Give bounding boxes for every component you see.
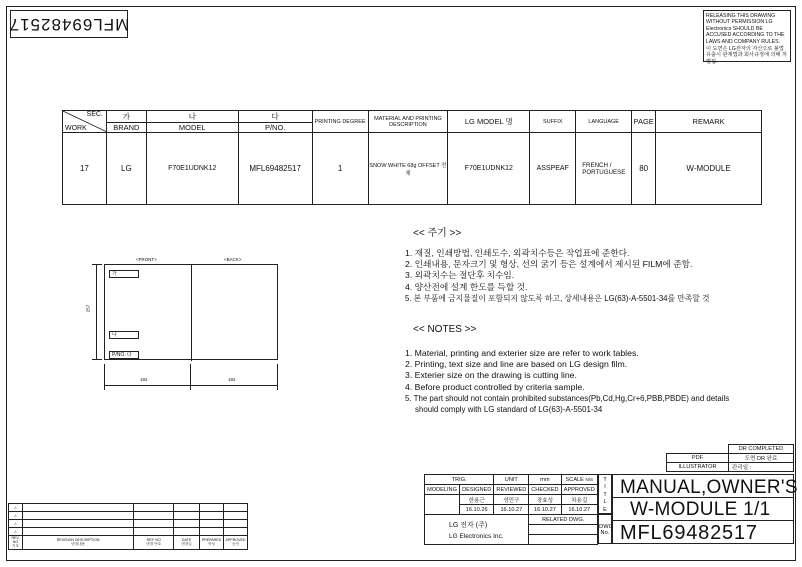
pdf-label: PDF (667, 454, 729, 463)
notes-ko-list (405, 248, 710, 304)
notes-en-item: 5. The part should not contain prohibited substances(Pb,Cd,Hg,Cr+6,PBB,PBDE) and details (405, 393, 730, 403)
drawing-subtitle: W-MODULE 1/1 (630, 499, 771, 520)
role-checked: CHECKED (529, 485, 561, 495)
rev-header: REF. NO (146, 538, 161, 542)
scale-value: N/S (585, 476, 593, 482)
cell-brand: LG (106, 133, 146, 205)
header-page: PAGE (632, 111, 656, 133)
unit-label: UNIT (494, 475, 529, 485)
rev-header: PREPARED (201, 538, 222, 542)
header-model: MODEL (146, 123, 238, 133)
dwg-no-label-1: DWG (599, 524, 613, 530)
header-na: 나 (146, 111, 238, 123)
rev-header-ko: 변경내용 (71, 542, 86, 546)
cell-lg-model: F70E1UDNK12 (448, 133, 530, 205)
cell-suffix: ASSPEAF (530, 133, 576, 205)
rev-header-ko: 기호 (12, 544, 19, 548)
rev-header-ko: 변경 번호 (146, 542, 162, 546)
width-dimension-line (104, 385, 278, 386)
notes-en-item: should comply with LG standard of LG(63)-A-5501-34 (415, 405, 603, 415)
title-letters (599, 475, 611, 514)
header-suffix: SUFFIX (530, 111, 576, 133)
width-dimension-tick-right (277, 364, 278, 390)
rev-mark: ⚠ (9, 528, 23, 536)
notes-ko-item: 1. 재질, 인쇄방법, 인쇄도수, 외곽치수등은 작업표에 준한다. (405, 248, 630, 258)
height-dimension-tick-bottom (92, 359, 102, 360)
title-letter: E (603, 506, 607, 513)
cell-printing-degree: 1 (312, 133, 368, 205)
notes-en-list (405, 348, 729, 415)
notes-en-item: 3. Exterier size on the drawing is cutting line. (405, 370, 577, 381)
dr-completed: DR COMPLETED (729, 445, 794, 454)
width-dimension-tick-left (104, 364, 105, 390)
rev-mark: ⚠ (9, 520, 23, 528)
notice-korean: 이 도면은 LG전자의 자산으로 불법 유출시 관계법과 회사규정에 의해 처벌됨. (706, 46, 787, 65)
cell-language-line2: PORTUGUESE (582, 168, 626, 176)
notes-en-item: 1. Material, printing and exterier size are refer to work tables. (405, 348, 639, 358)
back-label: <BACK> (224, 257, 242, 262)
spec-row (63, 133, 762, 205)
notes-ko-item: 3. 외곽치수는 절단후 치수임. (405, 270, 515, 281)
notes-en-title: << NOTES >> (413, 324, 477, 335)
rev-header-ko: 승인 (232, 542, 239, 546)
company-box (425, 515, 529, 545)
sign-date: 16.10.26 (460, 505, 494, 515)
drawing-number: MFL69482517 (620, 522, 758, 544)
width-left-label: 182 (140, 377, 148, 382)
notes-ko-item: 4. 양산전에 설계 한도를 득할 것. (405, 281, 528, 292)
notes-ko-item: 2. 인쇄내용, 문자크기 및 형상, 선의 굵기 등은 설계에서 제시된 FILM에 준함. (405, 259, 693, 270)
company-english: LG Electronics Inc. (449, 532, 504, 540)
title-letter: T (603, 477, 607, 483)
rev-header-ko: 변경일 (181, 542, 192, 546)
manager-ko: 관리일 : (729, 463, 794, 472)
revision-row (9, 520, 248, 528)
cell-remark: W-MODULE (656, 133, 762, 205)
header-material: MATERIAL AND PRINTING DESCRIPTION (368, 111, 448, 133)
signer-name: 장효성 (529, 495, 561, 505)
approval-status-box (666, 444, 794, 472)
revision-table (8, 503, 248, 550)
cell-language-line1: FRENCH / (582, 161, 612, 169)
sign-date: 16.10.27 (561, 505, 597, 515)
notes-ko-item: 5. 본 부품에 금지물질이 포함되지 않도록 하고, 상세내용은 LG(63)-A-5501-34를 만족할 것 (405, 293, 710, 303)
header-lg-model: LG MODEL 명 (448, 111, 530, 133)
rotated-document-code: MFL69482517 (10, 10, 128, 38)
title-letter: I (604, 484, 606, 491)
signer-name: 차용길 (561, 495, 597, 505)
sign-date: 16.10.27 (529, 505, 561, 515)
cell-model: F70E1UDNK12 (146, 133, 238, 205)
role-designed: DESIGNED (460, 485, 494, 495)
rev-mark: ⚠ (9, 504, 23, 512)
height-dimension-line (96, 264, 97, 360)
height-dimension-tick-top (92, 264, 102, 265)
cell-material: SNOW WHITE 68g OFFSET 전체 (368, 133, 448, 205)
unit-value: mm (529, 475, 561, 485)
related-dwg-label: RELATED DWG. (529, 515, 598, 525)
rev-header: REVISION DESCRIPTION (56, 538, 100, 542)
height-dimension-label: 257 (85, 304, 91, 313)
rev-header-ko: 작성 (208, 542, 215, 546)
header-brand: BRAND (106, 123, 146, 133)
corner-sec: SEC. (86, 111, 103, 118)
box-pno: P/NO. 다 (109, 351, 139, 359)
header-printing-degree: PRINTING DEGREE (312, 111, 368, 133)
rev-header: DATE (181, 538, 192, 542)
header-da: 다 (238, 111, 312, 123)
header-ga: 가 (106, 111, 146, 123)
signer-name: 한용근 (460, 495, 494, 505)
scale-label: SCALE (565, 476, 584, 483)
company-korean: LG 전자 (주) (449, 521, 488, 529)
rev-header: APPROVED (225, 538, 246, 542)
revision-row (9, 512, 248, 520)
signature-grid (424, 474, 598, 545)
title-letter: T (603, 491, 607, 498)
dwg-no-label (598, 514, 612, 544)
width-right-label: 182 (228, 377, 236, 382)
scale-box (561, 475, 597, 485)
notes-ko-title: << 주기 >> (413, 228, 462, 239)
cell-pno: MFL69482517 (238, 133, 312, 205)
signer-name: 성민구 (494, 495, 529, 505)
title-letter: L (603, 499, 607, 506)
sign-date: 16.10.27 (494, 505, 529, 515)
cell-work: 17 (63, 133, 107, 205)
trig-label: TRIG. (425, 475, 494, 485)
width-dimension-tick-mid (190, 364, 191, 390)
spec-table (62, 110, 762, 205)
fold-line (191, 265, 192, 361)
drawing-title: MANUAL,OWNER'S (620, 477, 798, 498)
illustrator-label: ILLUSTRATOR (667, 463, 729, 472)
box-ga: 가 (109, 270, 139, 278)
notice-english: RELEASING THIS DRAWING WITHOUT PERMISSION LG Electronics SHOULD BE ACCUSED ACCORDING TO THE LAWS AND COMPANY RULES. (706, 13, 785, 45)
notes-en-item: 2. Printing, text size and line are based on LG design film. (405, 359, 628, 370)
manual-sheet-outline (104, 264, 278, 360)
title-letters-box (598, 474, 612, 514)
rev-header: REV. NO (11, 536, 20, 544)
permission-notice (703, 10, 791, 65)
revision-header (9, 536, 248, 550)
dr-completed-ko: 도면 DR 완료 (729, 454, 794, 463)
box-na: 나 (109, 331, 139, 339)
revision-row (9, 528, 248, 536)
cell-language (576, 133, 632, 205)
header-remark: REMARK (656, 111, 762, 133)
notes-en-item: 4. Before product controlled by criteria sample. (405, 381, 585, 392)
front-label: <FRONT> (136, 257, 157, 262)
role-approved: APPROVED (561, 485, 597, 495)
rev-mark: ⚠ (9, 512, 23, 520)
cell-page: 80 (632, 133, 656, 205)
header-language: LANGUAGE (576, 111, 632, 133)
header-pno: P/NO. (238, 123, 312, 133)
role-modeling: MODELING (425, 485, 460, 495)
corner-work: WORK (65, 125, 87, 132)
sec-work-corner (63, 111, 107, 133)
role-reviewed: REVIEWED (494, 485, 529, 495)
dwg-no-label-2: No. (600, 530, 610, 536)
revision-row (9, 504, 248, 512)
